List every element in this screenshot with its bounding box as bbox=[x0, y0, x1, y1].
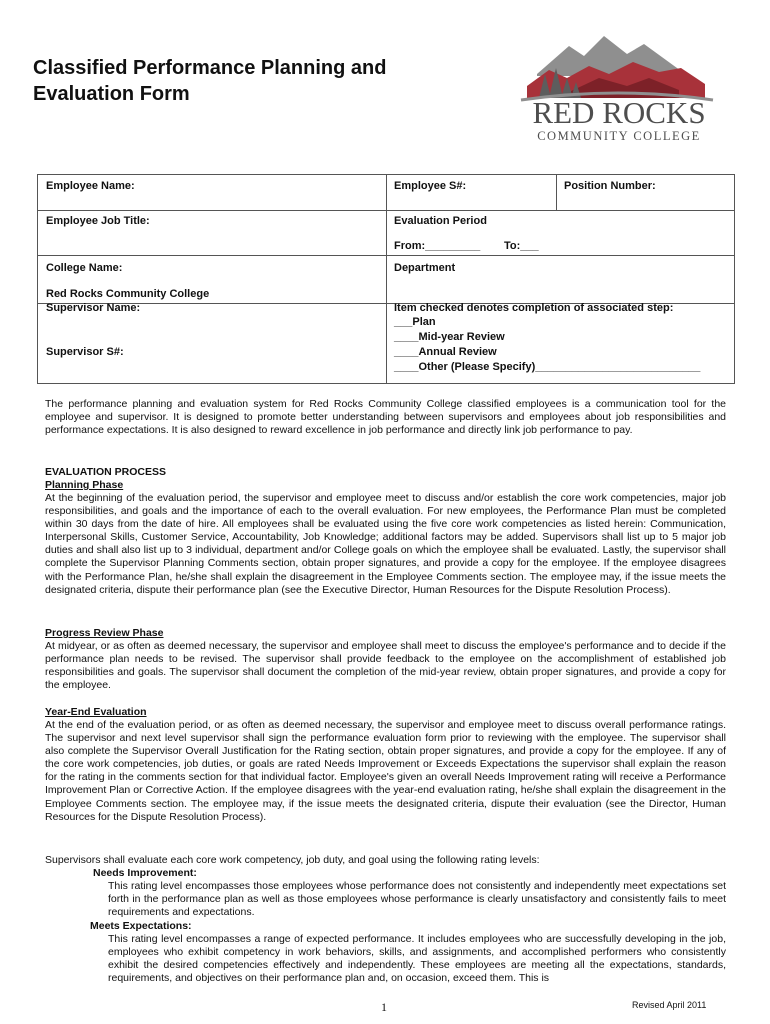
position-number-field[interactable]: Position Number: bbox=[564, 180, 656, 192]
progress-review-text: At midyear, or as often as deemed necessary, the supervisor and employee shall meet to discuss the employee's performance and to decide if the performance plan needs to be revised. The supervisor shall provide feedback to the employee on the accomplishment of established job responsibilities and goals. The supervisor shall document the completion of the mid-year review, obtain proper signatures, and provide a copy for the employee. bbox=[45, 640, 726, 692]
evaluation-period-label: Evaluation Period bbox=[394, 215, 487, 227]
needs-improvement-text: This rating level encompasses those employees whose performance does not consistently and independently meet expectations set forth in the performance plan as well as those employees whose performance is clearly unsatisfactory and consistently fails to meet requirements and expectations. bbox=[108, 880, 726, 919]
ratings-intro: Supervisors shall evaluate each core work competency, job duty, and goal using the following rating levels: bbox=[45, 854, 540, 866]
planning-phase-heading: Planning Phase bbox=[45, 479, 124, 491]
progress-review-heading: Progress Review Phase bbox=[45, 627, 164, 639]
logo-name: RED ROCKS bbox=[532, 95, 706, 130]
step-midyear-review[interactable]: ____Mid-year Review bbox=[394, 331, 505, 343]
checked-note: Item checked denotes completion of associated step: bbox=[394, 302, 674, 314]
step-annual-review[interactable]: ____Annual Review bbox=[394, 346, 497, 358]
from-field[interactable]: From:_________ bbox=[394, 240, 481, 252]
logo-subtitle: COMMUNITY COLLEGE bbox=[537, 129, 701, 143]
info-divider-position bbox=[556, 175, 557, 210]
job-title-field[interactable]: Employee Job Title: bbox=[46, 215, 150, 227]
employee-s-field[interactable]: Employee S#: bbox=[394, 180, 467, 192]
step-other[interactable]: ____Other (Please Specify)___________________________ bbox=[394, 361, 701, 373]
info-divider-row2 bbox=[38, 255, 734, 256]
employee-info-box bbox=[37, 174, 735, 384]
year-end-text: At the end of the evaluation period, or as often as deemed necessary, the supervisor and employee meet to discuss overall performance ratings. The supervisor and next level supervisor shall sign the performance evaluation form prior to reviewing with the employee. The supervisor shall also complete the Supervisor Overall Justification for the Rating section, obtain proper signatures, and provide a copy for the employee. If any of the core work competencies, job duties, or goals are rated Needs Improvement or Exceeds Expectations the supervisor shall explain the reason for the rating in the comments section for that individual factor. Employee's given an overall Needs Improvement rating will receive a Performance Improvement Plan or Corrective Action. If the employee disagrees with the year-end evaluation rating, he/she shall explain the disagreement in the Employee Comments section. The employee may, if the issue meets the designated criteria, dispute their evaluation (see the Director, Human Resources for the Dispute Resolution Process). bbox=[45, 719, 726, 823]
to-field[interactable]: To:___ bbox=[504, 240, 539, 252]
revision-date: Revised April 2011 bbox=[632, 1000, 707, 1010]
supervisor-s-field[interactable]: Supervisor S#: bbox=[46, 346, 124, 358]
college-name-label: College Name: bbox=[46, 262, 123, 274]
employee-name-field[interactable]: Employee Name: bbox=[46, 180, 135, 192]
college-name-value: Red Rocks Community College bbox=[46, 288, 210, 300]
meets-expectations-heading: Meets Expectations: bbox=[90, 920, 192, 932]
intro-paragraph: The performance planning and evaluation system for Red Rocks Community College classified employees is a communication tool for the employee and supervisor. It is designed to promote better understanding between supervisors and employees about job responsibilities and performance expectations. It is also designed to reward excellence in job performance and directly link job performance to pay. bbox=[45, 398, 726, 437]
meets-expectations-text: This rating level encompasses a range of expected performance. It includes employees who are successfully developing in the job, employees who exhibit competency in work behaviors, skills, and assignments, and accomplished performers who consistently exhibit the desired competencies effectively and independently. These employees are meeting all the expectations, standards, requirements, and objectives on their performance plan and, on occasion, exceed them. This is bbox=[108, 933, 726, 985]
supervisor-name-field[interactable]: Supervisor Name: bbox=[46, 302, 141, 314]
department-field[interactable]: Department bbox=[394, 262, 456, 274]
page-title: Classified Performance Planning and Evaluation Form bbox=[33, 57, 387, 105]
step-plan[interactable]: ___Plan bbox=[394, 316, 436, 328]
evaluation-process-heading: EVALUATION PROCESS bbox=[45, 466, 166, 478]
info-divider-vertical bbox=[386, 175, 387, 383]
year-end-heading: Year-End Evaluation bbox=[45, 706, 147, 718]
planning-phase-text: At the beginning of the evaluation period, the supervisor and employee meet to discuss and/or establish the core work competencies, major job responsibilities, and goals and the importance of each to the overall evaluation. For new employees, the Performance Plan must be completed within 30 days from the date of hire. All employees shall be evaluated using the five core work competencies as listed herein: Communication, Interpersonal Skills, Customer Service, Accountability, Job Knowledge; additional factors may be added. Supervisors shall list up to 5 major job duties and shall also list up to 3 individual, department and/or College goals on which the employee shall be evaluated. Lastly, the supervisor shall complete the Supervisor Planning Comments section, obtain proper signatures, and provide a copy for the employee. If the employee disagrees with the Performance Plan, he/she shall explain the disagreement in the Employee Comments section. The employee may, if the issue meets the designated criteria, dispute their performance plan (see the Executive Director, Human Resources for the Dispute Resolution Process). bbox=[45, 492, 726, 596]
page-number: 1 bbox=[381, 1000, 387, 1014]
needs-improvement-heading: Needs Improvement: bbox=[93, 867, 197, 879]
info-divider-row1 bbox=[38, 210, 734, 211]
